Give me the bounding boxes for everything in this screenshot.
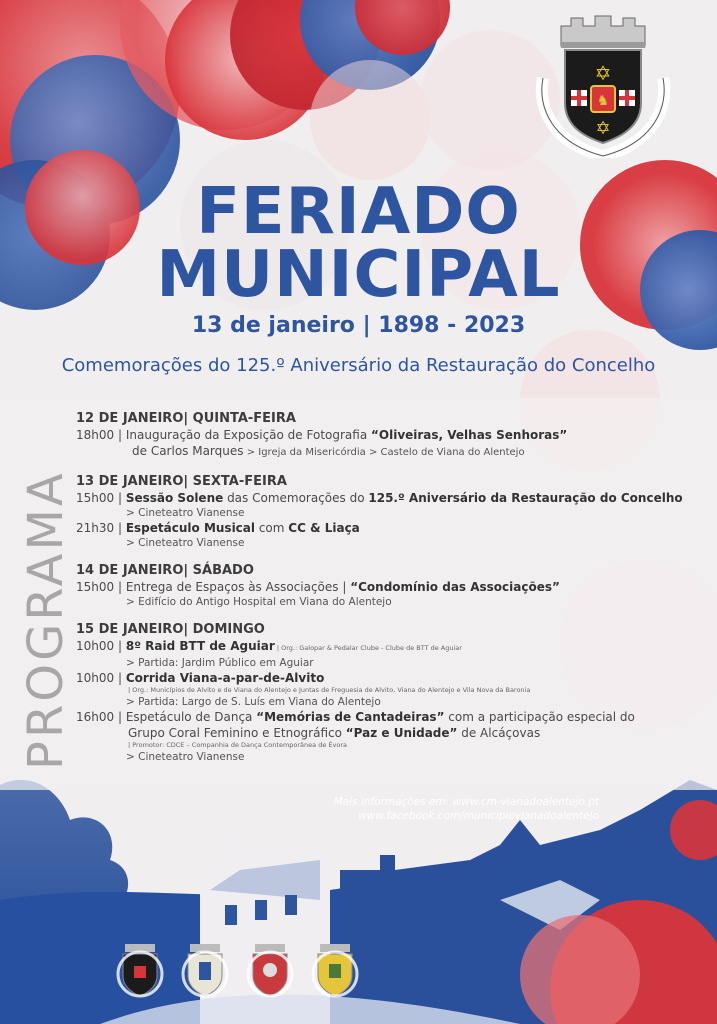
website-link[interactable]: Mais informações em: www.cm-vianadoalentejo.pt — [333, 796, 599, 808]
event-location: > Edifício do Antigo Hospital em Viana do Alentejo — [126, 596, 392, 608]
event-time: 15h00 | — [76, 491, 123, 505]
event-text: com — [255, 521, 289, 535]
event-location: > Cineteatro Vianense — [126, 537, 245, 549]
event-text: Entrega de Espaços às Associações | — [125, 580, 351, 594]
info-block — [334, 795, 599, 823]
event-organizer: | Promotor: CDCE – Companhia de Dança Contemporânea de Évora — [128, 741, 347, 749]
event-time: 15h00 | — [76, 580, 123, 594]
title-municipal: MUNICIPAL — [156, 238, 561, 312]
event-line — [76, 709, 706, 725]
program-vertical-label: PROGRAMA — [18, 470, 74, 770]
event-location: > Cineteatro Vianense — [126, 751, 245, 763]
event-time: 10h00 | — [76, 639, 123, 653]
partner-crests — [115, 940, 365, 1000]
day-heading: 14 DE JANEIRO| SÁBADO — [76, 563, 254, 578]
event-line — [76, 670, 706, 686]
event-location: > Igreja da Misericórdia > Castelo de Viana do Alentejo — [243, 447, 525, 458]
event-title: Corrida Viana-a-par-de-Alvito — [125, 671, 325, 685]
crest-aguiar-icon — [313, 944, 357, 996]
event-title: Espetáculo Musical — [125, 521, 256, 535]
svg-text:✡: ✡ — [595, 118, 611, 139]
program-schedule — [76, 410, 706, 776]
crest-alvito-icon — [183, 944, 227, 996]
date-line: 13 de janeiro | 1898 - 2023 — [191, 313, 526, 338]
event-line — [76, 579, 706, 595]
event-text: de Alcáçovas — [457, 726, 541, 740]
event-location: > Partida: Jardim Público em Aguiar — [126, 657, 314, 669]
event-location: > Cineteatro Vianense — [126, 507, 245, 519]
event-line — [76, 638, 706, 656]
event-organizer: | Org.: Galopar & Pedalar Clube - Clube de BTT de Aguiar — [274, 644, 462, 652]
event-title: 8º Raid BTT de Aguiar — [125, 639, 275, 653]
title-feriado: FERIADO — [196, 175, 521, 249]
svg-text:♞: ♞ — [596, 93, 610, 109]
day-block — [76, 410, 706, 461]
event-text: com a participação especial do — [444, 710, 635, 724]
event-title: “Memórias de Cantadeiras” — [256, 710, 445, 724]
event-text: das Comemorações do — [223, 491, 369, 505]
event-title: “Condomínio das Associações” — [350, 580, 560, 594]
municipal-crest — [533, 8, 673, 158]
crest-alcacovas-icon — [248, 944, 292, 996]
event-title: “Paz e Unidade” — [345, 726, 458, 740]
svg-text:✡: ✡ — [594, 61, 612, 85]
event-text: Espetáculo de Dança — [125, 710, 257, 724]
event-line — [76, 520, 706, 536]
crest-viana-icon — [118, 944, 162, 996]
event-location: > Partida: Largo de S. Luís em Viana do Alentejo — [126, 696, 381, 708]
event-organizer: | Org.: Municípios de Alvito e de Viana do Alentejo e Juntas de Freguesia de Alvito, Viana do Alentejo e Vila Nova da Baronia — [128, 686, 531, 694]
day-heading: 13 DE JANEIRO| SEXTA-FEIRA — [76, 474, 287, 489]
event-time: 10h00 | — [76, 671, 123, 685]
facebook-link[interactable]: www.facebook.com/municipiovianadoalentejo — [358, 810, 599, 822]
day-heading: 12 DE JANEIRO| QUINTA-FEIRA — [76, 411, 296, 426]
event-title: “Oliveiras, Velhas Senhoras” — [371, 428, 568, 442]
event-line — [76, 490, 706, 506]
event-time: 16h00 | — [76, 710, 123, 724]
day-block — [76, 562, 706, 609]
event-line — [76, 443, 706, 461]
event-line — [76, 725, 706, 741]
event-title: Sessão Solene — [125, 491, 224, 505]
event-time: 21h30 | — [76, 521, 123, 535]
event-time: 18h00 | — [76, 428, 123, 442]
event-title: 125.º Aniversário da Restauração do Concelho — [368, 491, 683, 505]
event-text: Inauguração da Exposição de Fotografia — [125, 428, 371, 442]
subtitle: Comemorações do 125.º Aniversário da Restauração do Concelho — [61, 355, 656, 376]
day-heading: 15 DE JANEIRO| DOMINGO — [76, 622, 265, 637]
day-block — [76, 473, 706, 550]
day-block — [76, 621, 706, 764]
event-text: Grupo Coral Feminino e Etnográfico — [128, 726, 346, 740]
event-title: CC & Liaça — [288, 521, 360, 535]
event-text: de Carlos Marques — [132, 444, 244, 458]
event-line — [76, 427, 706, 443]
